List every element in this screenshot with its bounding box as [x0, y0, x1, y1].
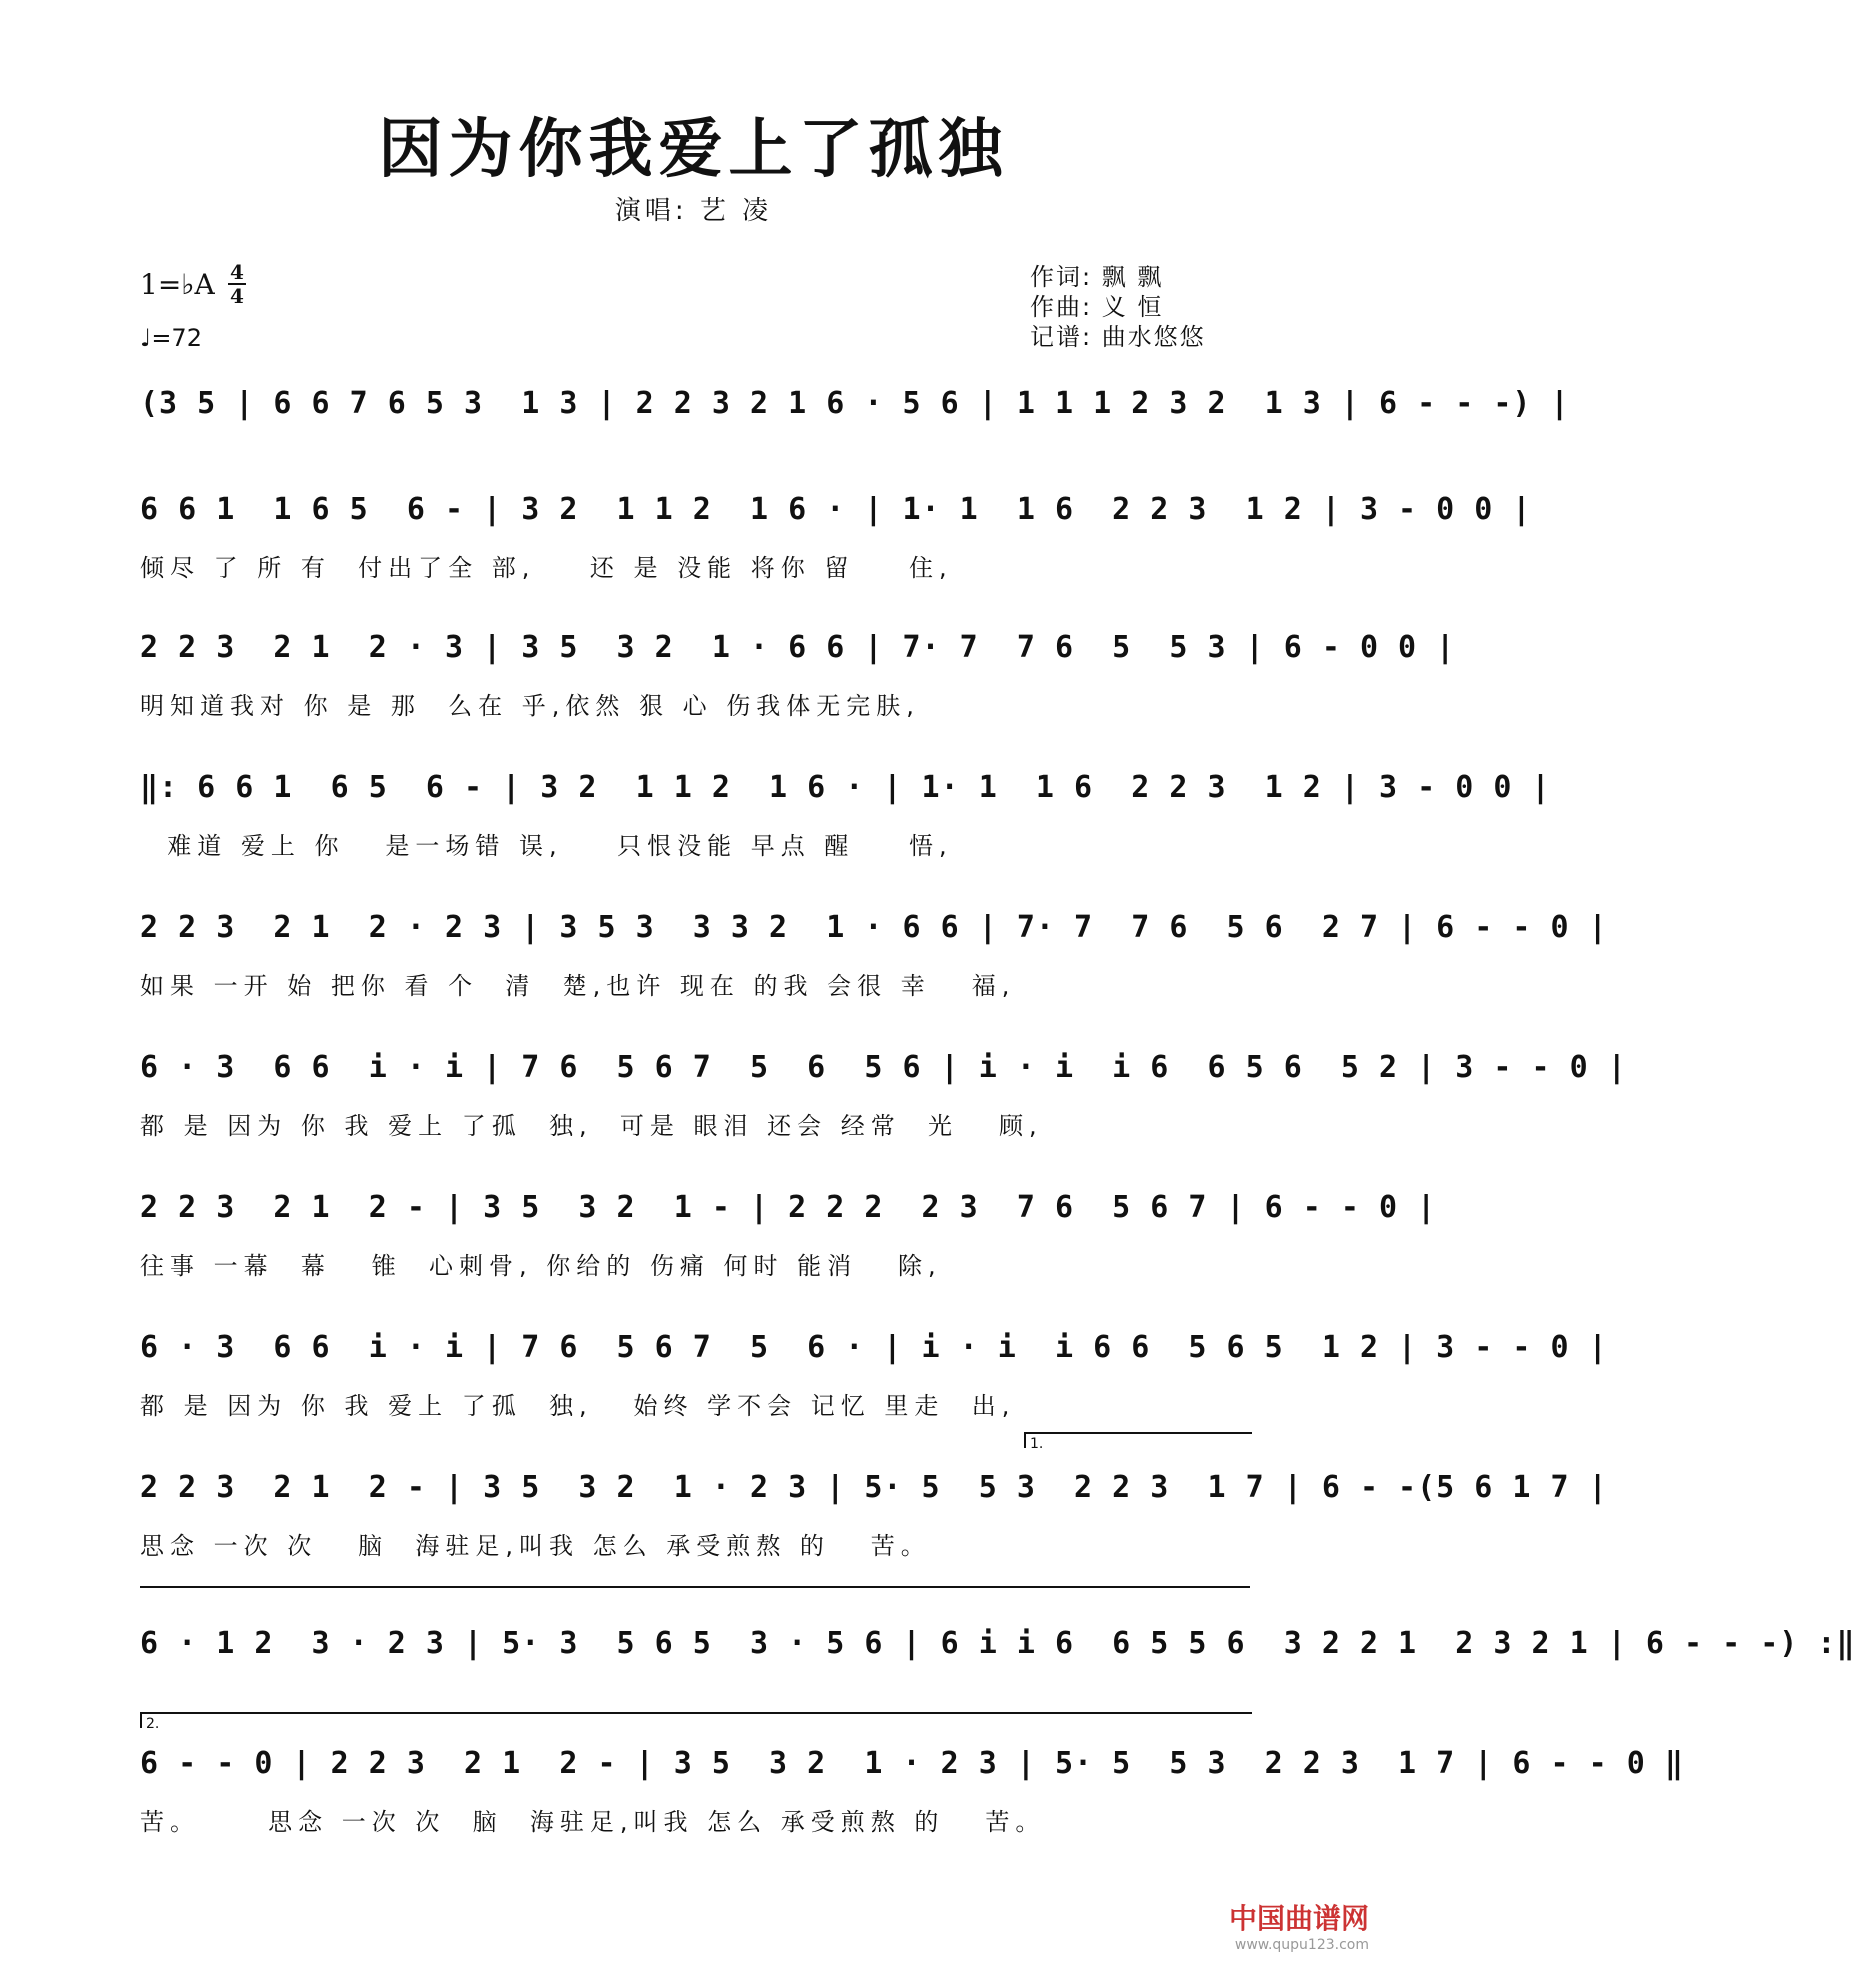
staff-lyrics: 倾尽 了 所 有 付出了全 部, 还 是 没能 将你 留 住,	[140, 554, 953, 582]
staff-lyrics: 苦。 思念 一次 次 脑 海驻足,叫我 怎么 承受煎熬 的 苦。	[140, 1808, 1046, 1836]
staff-notes: 2 2 3 2 1 2 - | 3 5 3 2 1 · 2 3 | 5· 5 5 3 2 2 3 1 7 | 6 - -(5 6 1 7 |	[140, 1470, 1608, 1505]
lyricist-credit: 作词: 飘 飘	[1030, 263, 1164, 291]
staff-notes: 6 · 1 2 3 · 2 3 | 5· 3 5 6 5 3 · 5 6 | 6 i i 6 6 5 5 6 3 2 2 1 2 3 2 1 | 6 - - -) :‖	[140, 1626, 1856, 1661]
time-signature-bottom: 4	[230, 284, 244, 308]
staff-notes: 2 2 3 2 1 2 · 3 | 3 5 3 2 1 · 6 6 | 7· 7 7 6 5 5 3 | 6 - 0 0 |	[140, 630, 1456, 665]
composer-credit: 作曲: 义 恒	[1030, 293, 1164, 321]
staff-lyrics: 如果 一开 始 把你 看 个 清 楚,也许 现在 的我 会很 幸 福,	[140, 972, 1016, 1000]
staff-notes: 2 2 3 2 1 2 · 2 3 | 3 5 3 3 3 2 1 · 6 6 | 7· 7 7 6 5 6 2 7 | 6 - - 0 |	[140, 910, 1608, 945]
staff-notes: 6 · 3 6 6 i · i | 7 6 5 6 7 5 6 · | i · i i 6 6 5 6 5 1 2 | 3 - - 0 |	[140, 1330, 1608, 1365]
staff-notes: 6 - - 0 | 2 2 3 2 1 2 - | 3 5 3 2 1 · 2 3 | 5· 5 5 3 2 2 3 1 7 | 6 - - 0 ‖	[140, 1746, 1684, 1781]
tempo-marking: ♩=72	[140, 324, 202, 352]
volta-bracket-2	[140, 1712, 1252, 1732]
watermark-brand: 中国曲谱网	[1228, 1902, 1369, 1935]
staff-notes: 6 6 1 1 6 5 6 - | 3 2 1 1 2 1 6 · | 1· 1 1 6 2 2 3 1 2 | 3 - 0 0 |	[140, 492, 1532, 527]
staff-notes: (3 5 | 6 6 7 6 5 3 1 3 | 2 2 3 2 1 6 · 5 6 | 1 1 1 2 3 2 1 3 | 6 - - -) |	[140, 386, 1570, 421]
staff-lyrics: 都 是 因为 你 我 爱上 了孤 独, 可是 眼泪 还会 经常 光 顾,	[140, 1112, 1043, 1140]
staff-lyrics: 往事 一幕 幕 锥 心刺骨, 你给的 伤痛 何时 能消 除,	[140, 1252, 942, 1280]
staff-notes: 6 · 3 6 6 i · i | 7 6 5 6 7 5 6 5 6 | i · i i 6 6 5 6 5 2 | 3 - - 0 |	[140, 1050, 1627, 1085]
key-signature: 1=♭A	[140, 268, 215, 301]
staff-lyrics: 思念 一次 次 脑 海驻足,叫我 怎么 承受煎熬 的 苦。	[140, 1532, 931, 1560]
staff-lyrics: 难道 爱上 你 是一场错 误, 只恨没能 早点 醒 悟,	[140, 832, 953, 860]
staff-lyrics: 都 是 因为 你 我 爱上 了孤 独, 始终 学不会 记忆 里走 出,	[140, 1392, 1016, 1420]
staff-notes: 2 2 3 2 1 2 - | 3 5 3 2 1 - | 2 2 2 2 3 7 6 5 6 7 | 6 - - 0 |	[140, 1190, 1437, 1225]
time-signature-top: 4	[230, 260, 244, 284]
credits-block	[1030, 262, 1206, 352]
time-signature	[228, 262, 246, 306]
song-title: 因为你我爱上了孤独	[378, 112, 1009, 187]
watermark-url: www.qupu123.com	[1234, 1937, 1369, 1953]
system-divider	[140, 1586, 1250, 1588]
volta-bracket-1	[1024, 1432, 1252, 1452]
staff-notes: ‖: 6 6 1 6 5 6 - | 3 2 1 1 2 1 6 · | 1· 1 1 6 2 2 3 1 2 | 3 - 0 0 |	[140, 770, 1551, 805]
staff-lyrics: 明知道我对 你 是 那 么在 乎,依然 狠 心 伤我体无完肤,	[140, 692, 920, 720]
volta-label-2: 2.	[146, 1716, 160, 1732]
site-watermark	[1229, 1897, 1369, 1953]
transcriber-credit: 记谱: 曲水悠悠	[1030, 323, 1206, 351]
volta-label-1: 1.	[1030, 1436, 1044, 1452]
singer-credit: 演唱: 艺 凌	[614, 196, 773, 226]
